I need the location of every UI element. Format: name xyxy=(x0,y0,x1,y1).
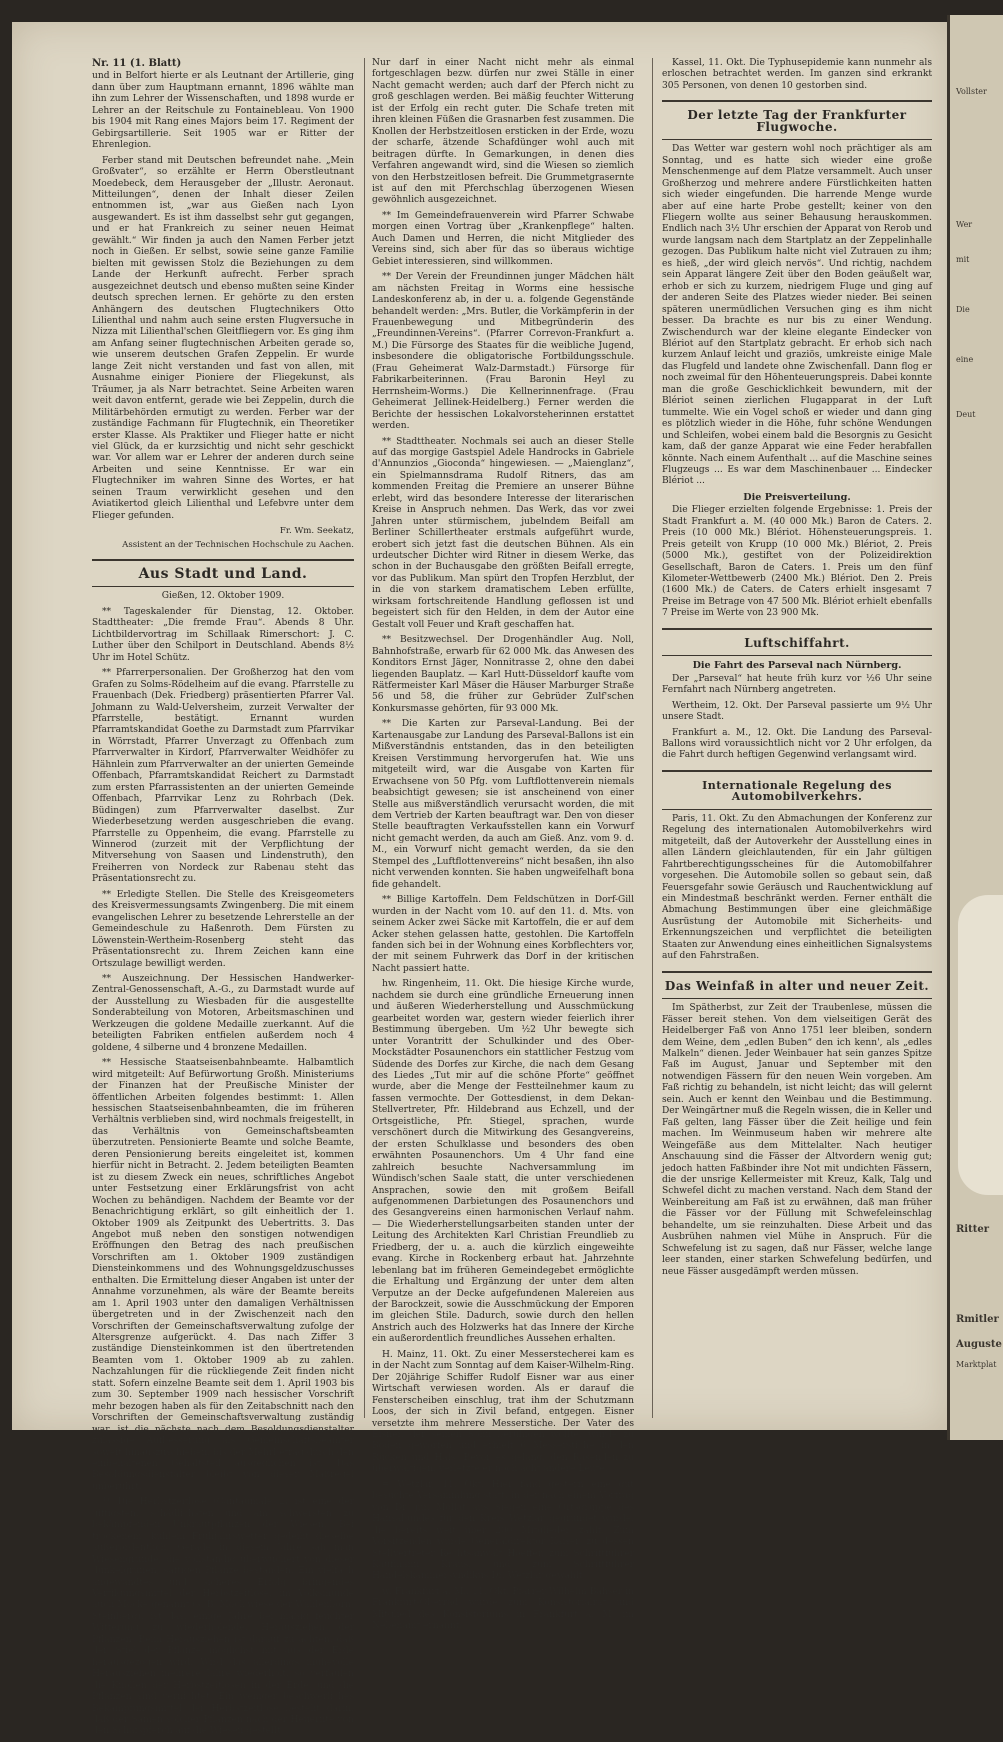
article-title: Internationale Regelung des Automobilverkehrs. xyxy=(702,778,892,804)
article-paragraph: Wertheim, 12. Okt. Der Parseval passierte um 9½ Uhr unsere Stadt. xyxy=(662,700,932,723)
news-item: ** Auszeichnung. Der Hessischen Handwerker-Zentral-Genossenschaft, A.-G., zu Darmstadt wurde auf der Ausstellung zu Wiesbaden für die ausgestellte Sonderabteilung von Motoren, Arbeitsmaschinen und Werkzeugen die goldene Medaille zuerkannt. Auf die beteiligten Fabriken entfielen außerdem noch 4 goldene, 4 silberne und 4 bronzene Medaillen. xyxy=(92,973,354,1053)
article-paragraph: Paris, 11. Okt. Zu den Abmachungen der Konferenz zur Regelung des internationalen Automobilverkehrs wird mitgeteilt, daß der Autoverkehr der Ausstellung eines in allen Ländern gleichlautenden, für ein Jahr gültigen Fahrtberechtigungsscheines für die Automobilfahrer vorgesehen. Die Automobile sollen so gebaut sein, daß Feuersgefahr sowie Geräusch und Rauchentwicklung auf ein Mindestmaß beschränkt werden. Ferner enthält die Abmachung Bestimmungen über eine gleichmäßige Ausrüstung der Automobile mit Sicherheits- und Erkennungszeichen und verpflichtet die beteiligten Staaten zur Anwendung eines einheitlichen Signalsystems auf den Fahrstraßen. xyxy=(662,813,932,962)
news-item: ** Hessische Staatseisenbahnbeamte. Halbamtlich wird mitgeteilt: Auf Befürwortung Großh. Ministeriums der Finanzen hat der Preußische Minister der öffentlichen Arbeiten folgendes bestimmt: 1. Allen hessischen Staatseisenbahnbeamten, die im früheren Verhältnis verblieben sind, wird nochmals freigestellt, in das Verhältnis von Gemeinschaftsbeamten überzutreten. Pensionierte Beamte und solche Beamte, deren Pensionierung bereits eingeleitet ist, kommen hierfür nicht in Betracht. 2. Jedem beteiligten Beamten ist zu diesem Zweck ein neues, schriftliches Angebot unter Festsetzung einer Erklärungsfrist von acht Wochen zu behändigen. Nachdem der Beamte vor der Benachrichtigung erklärt, so gilt einheitlich der 1. Oktober 1909 als Zeitpunkt des Uebertritts. 3. Das Angebot muß neben den sonstigen notwendigen Eröffnungen den Betrag des nach preußischen Vorschriften am 1. Oktober 1909 zuständigen Diensteinkommens und des Wohnungsgeldzuschusses enthalten. Die Ermittelung dieser Angaben ist unter der Annahme vorzunehmen, als wäre der Beamte bereits am 1. April 1903 unter den damaligen Verhältnissen übergetreten und in der Zwischenzeit nach den Vorschriften der Gemeinschaftsverwaltung zufolge der Altersgrenze aufgerückt. 4. Das nach Ziffer 3 zuständige Diensteinkommen ist den übertretenden Beamten vom 1. Oktober 1909 ab zu zahlen. Nachzahlungen für die rückliegende Zeit finden nicht statt. Sofern einzelne Beamte seit dem 1. April 1903 bis zum 30. September 1909 nach hessischer Vorschrift mehr bezogen haben als für den Zeitabschnitt nach den Vorschriften der Gemeinschaftsverwaltung zuständig war, ist die nächste nach dem Besoldungsdienstalter zulässige Aufbesserung als Gemeinschaftsbeamter soweit hinauszuschieben, bis der Mehrbetrag durch den einbehaltenen Gehaltsteil ausgeglichen ist. Das Besoldungsdienstalter bleibt von dieser Maßregel unberührt. xyxy=(92,1058,354,1492)
news-item: ** Die Herbstzeitlose (Cantaumale 2) ist eine der giftigsten, schädlichsten und am schwersten zu bekämpfenden Unkrautpflanzen der Wiesen. Bei trockenem, kühlem Frühjahrswetter gedeiht dieselbe außerordentlich. Gerade in diesem Jahre sah man Wiesengründe, die vollständig überwuchert von dieser dunkelgrünen, saftigen Pflanze bestanden. Ein vielfach angewandtes und sicheres Erfolg bringendes Vertilgungsmittel der Herbstzeitlose, im Volksmunde auch Mocke genannt (s. B. Mock'wiese der Wahlenborn-Steinberg), ist das, einige Jahre bei mäßig feuchter Witterung zu wiederholende, Herausziehen der Pflanzen. Beim Herausziehen ist darauf zu achten, daß der Stiel der Pflanze möglichst mit aus der Erde herausgezogen wird. Wird das allerdings mühevolle Herausziehen mehrere Jahre wiederholt, so verfaulen die Knollen der Herbstzeitlosen in der Erde, und die Pflanzen sind vernichtet. Ein weniger beschwerliches Bekämpfungsmittel der Herbstzeitlose besteht darin, daß der Samen solcher Pflanzen nach der Heuernte von den Schafspferch auf die Wiesen gestellt. xyxy=(92,1497,354,1737)
article-title: Der letzte Tag der Frankfurter Flugwoche. xyxy=(687,108,907,134)
news-item: ** Stadttheater. Nochmals sei auch an dieser Stelle auf das morgige Gastspiel Adele Handrocks in Gabriele d'Annunzios „Gioconda“ hingewiesen. — „Maienglanz“, ein Spielmannsdrama Rudolf Ritners, das am kommenden Freitag die Premiere an unserer Bühne erlebt, wird das besondere Interesse der literarischen Kreise in Anspruch nehmen. Das Werk, das vor zwei Jahren unter stürmischem, jubelndem Beifall am Berliner Schillertheater erstmals aufgeführt wurde, erobert sich jetzt fast die deutschen Bühnen. Als ein urdeutscher Dichter wird Ritner in diesem Werke, das schon in der Buchausgabe den größten Beifall erregte, vor das Publikum. Man spürt den Tropfen Herzblut, der in die von starkem dramatischem Leben erfüllte, wirksam fortschreitende Handlung geflossen ist und begeistert sich für den Helden, in dem der Autor eine Gestalt voll Feuer und Kraft geschaffen hat. xyxy=(372,436,634,630)
edge-text: mit xyxy=(956,255,970,264)
edge-text: Deut xyxy=(956,410,976,419)
issue-number: Nr. 11 (1. Blatt) xyxy=(92,58,182,69)
article-header xyxy=(662,100,932,140)
adjacent-page-edge xyxy=(947,15,1003,1440)
article-header xyxy=(662,971,932,999)
edge-text: Wer xyxy=(956,220,973,229)
news-item: hw. Ringenheim, 11. Okt. Die hiesige Kirche wurde, nachdem sie durch eine gründliche Erneuerung innen und äußeren Wiederherstellung und Ausschmückung gearbeitet worden war, gestern wieder feierlich ihrer Bestimmung übergeben. Um ½2 Uhr bewegte sich unter Vorantritt der Schulkinder und des Ober-Mockstädter Posaunenchors ein stattlicher Festzug vom Südende des Dorfes zur Kirche, die nach dem Gesang des Liedes „Tut mir auf die schöne Pforte“ geöffnet wurde, aber die Menge der Festteilnehmer kaum zu fassen vermochte. Der Gottesdienst, in dem Dekan-Stellvertreter, Pfr. Hildebrand aus Echzell, und der Ortsgeistliche, Pfr. Stiegel, sprachen, wurde verschönert durch die Mitwirkung des Gesangvereins, der ersten Schulklasse und besonders des oben erwähnten Posaunenchors. Um 4 Uhr fand eine zahlreich besuchte Nachversammlung im Wündisch'schen Saale statt, die unter verschiedenen Ansprachen, sowie den mit großem Beifall aufgenommenen Darbietungen des Posaunenchors und des Gesangvereins einen harmonischen Verlauf nahm. — Die Wiederherstellungsarbeiten standen unter der Leitung des Architekten Karl Christian Freundlieb zu Friedberg, der u. a. auch die kürzlich eingeweihte evang. Kirche in Rockenberg erbaut hat. Jahrzehnte lebenlang bat im früheren Gemeindegebet ermöglichte die Erhaltung und Ergänzung der unter dem alten Verputze an der Decke aufgefundenen Malereien aus der Barockzeit, sowie die Ausschmückung der Emporen im gleichen Stile. Dadurch, sowie durch den hellen Anstrich auch des Holzwerks hat das Innere der Kirche ein außerordentlich freundliches Aussehen erhalten. xyxy=(372,979,634,1345)
news-item: ** Tageskalender für Dienstag, 12. Oktober. Stadttheater: „Die fremde Frau“. Abends 8 Uhr. Lichtbildervortrag im Schillaak Rimerschort: J. C. Luther über den Schilport in Deutschland. Abends 8½ Uhr im Hotel Schütz. xyxy=(92,606,354,663)
article-paragraph: Der „Parseval“ hat heute früh kurz vor ½6 Uhr seine Fernfahrt nach Nürnberg angetreten. xyxy=(662,673,932,696)
column-rule xyxy=(364,58,365,1418)
news-item: ** Erledigte Stellen. Die Stelle des Kreisgeometers des Kreisvermessungsamts Zwingenberg. Die mit einem evangelischen Lehrer zu besetzende Lehrerstelle an der Gemeindeschule zu Haßenroth. Dem Fürsten zu Löwenstein-Wertheim-Rosenberg steht das Präsentationsrecht zu. Ihrem Zeichen kann eine Ortszulage bewilligt werden. xyxy=(92,889,354,969)
edge-text: Auguste xyxy=(956,1339,1002,1350)
section-header xyxy=(92,559,354,587)
article-intro: und in Belfort hierte er als Leutnant der Artillerie, ging dann über zum Hauptmann ernannt, 1896 wählte man ihn zum Lehrer der Wissenschaften, und 1898 wurde er Lehrer an der Reitschule zu Fontainebleau. Von 1900 bis 1904 mit Rang eines Majors beim 17. Regiment der Gebirgsartillerie. Seit 1905 war er Ritter der Ehrenlegion. xyxy=(92,71,354,151)
author-affiliation: Assistent an der Technischen Hochschule zu Aachen. xyxy=(122,539,354,550)
article-header xyxy=(662,770,932,810)
article-title: Das Weinfaß in alter und neuer Zeit. xyxy=(664,978,930,993)
news-item: H. Mainz, 11. Okt. Zu einer Messerstecherei kam es in der Nacht zum Sonntag auf dem Kaiser-Wilhelm-Ring. Der 20jährige Schiffer Rudolf Eisner war aus einer Wirtschaft verwiesen worden. Als er darauf die Fensterscheiben einschlug, trat ihm der Schutzmann Loos, der sich in Zivil befand, entgegen. Eisner versetzte ihm mehrere Messerstiche. Der Vater des Eisner, der seinen Sohn beruhigen wollte, wurde zu Boden geworfen und erhielt 6 Messerstiche in den Rücken und Hals. Bevor es gelang, den Rasenden zu überwältigen, verletzte er noch acht andere Leute. xyxy=(372,1349,634,1475)
subheading: Die Fahrt des Parseval nach Nürnberg. xyxy=(692,660,902,672)
edge-text: Ritter xyxy=(956,1224,989,1235)
news-item: ** Die Karten zur Parseval-Landung. Bei der Kartenausgabe zur Landung des Parseval-Ballons ist ein Mißverständnis entstanden, das in den beteiligten Kreisen Verstimmung hervorgerufen hat. Wie uns mitgeteilt wird, war die Ausgabe von Karten für Erwachsene von 50 Pfg. vom Luftflottenverein niemals beabsichtigt gewesen; sie ist anscheinend von einer Stelle aus mißverständlich verursacht worden, die mit dem Vertrieb der Karten beauftragt war. Den von dieser Stelle beauftragten Verkaufsstellen kann ein Vorwurf nicht gemacht werden, da auch am Gieß. Anz. vom 9. d. M., ein Vorwurf nicht gemacht werden, da sie den Stempel des „Luftflottenvereins“ nicht besaßen, ihn also nicht verwenden konnten. Sie haben ungweifelhaft bona fide gehandelt. xyxy=(372,719,634,890)
news-item: Kassel, 11. Okt. Die Typhusepidemie kann nunmehr als erloschen betrachtet werden. Im ganzen sind erkrankt 305 Personen, von denen 10 gestorben sind. xyxy=(662,58,932,91)
edge-text: Die xyxy=(956,305,970,314)
column-3 xyxy=(662,58,932,1282)
dateline: Gießen, 12. Oktober 1909. xyxy=(161,591,285,602)
advertisement-image xyxy=(958,895,1003,1195)
edge-text: Marktplat xyxy=(956,1360,997,1369)
column-1 xyxy=(92,58,354,1742)
column-rule xyxy=(652,58,653,1418)
author-signature: Fr. Wm. Seekatz, xyxy=(279,526,354,537)
subheading: Die Preisverteilung. xyxy=(743,491,851,503)
news-item: ** Im Gemeindefrauenverein wird Pfarrer Schwabe morgen einen Vortrag über „Krankenpflege“ halten. Auch Damen und Herren, die nicht Mitglieder des Vereins sind, sich aber für das so überaus wichtige Gebiet interessieren, sind willkommen. xyxy=(372,210,634,267)
edge-text: eine xyxy=(956,355,974,364)
news-item: ** Pfarrerpersonalien. Der Großherzog hat den vom Grafen zu Solms-Rödelheim auf die evang. Pfarrstelle zu Frauenbach (Dek. Friedberg) präsentierten Pfarrer Val. Johmann zu Wald-Uelversheim, zurzeit Verwalter der Pfarrstelle, bestätigt. Ernannt wurden Pfarramtskandidat Goethe zu Darmstadt zum Pfarrvikar in Wörrstadt, Pfarrer Unverzagt zu Offenbach zum Pfarrverwalter in Kirdorf, Pfarrverwalter Weidhöfer zu Hähnlein zum Pfarrverwalter an der unierten Gemeinde Offenbach, Pfarramtskandidat Reichert zu Darmstadt zum ersten Pfarrassistenten an der unierten Gemeinde Offenbach, Pfarrvikar Lenz zu Rohrbach (Dek. Büdingen) zum Pfarrverwalter daselbst. Zur Wiederbesetzung werden ausgeschrieben die evang. Pfarrstelle zu Oppenheim, die evang. Pfarrstelle zu Winnerod (zurzeit mit der Verpflichtung der Mitversehung von Saasen und Lindenstruth), den Freiherren von Nordeck zur Rabenau steht das Präsentationsrecht zu. xyxy=(92,668,354,885)
news-item: ** Billige Kartoffeln. Dem Feldschützen in Dorf-Gill wurden in der Nacht vom 10. auf den 11. d. Mts. von seinem Acker zwei Säcke mit Kartoffeln, die er auf dem Acker stehen gelassen hatte, gestohlen. Die Kartoffeln fanden sich bei in der Wohnung eines Korbflechters vor, der mit seinem Fuhrwerk das Dorf in der kritischen Nacht passiert hatte. xyxy=(372,895,634,974)
article-paragraph: Ferber stand mit Deutschen befreundet nahe. „Mein Großvater“, so erzählte er Herrn Oberstleutnant Moedebeck, dem Herausgeber der „Illustr. Aeronaut. Mitteilungen“, denen der Inhalt dieser Zeilen entnommen ist, „war aus Gießen nach Lyon ausgewandert. Es ist ihm dasselbst sehr gut gegangen, und er hat Frankreich zu seiner neuen Heimat gewählt.“ Wir finden ja auch den Namen Ferber jetzt noch in Gießen. Er selbst, sowie seine ganze Familie bielten mit gewissen Stolz die Beziehungen zu dem Lande der Herkunft aufrecht. Ferber sprach ausgezeichnet deutsch und ebenso mußten seine Kinder deutsch sprechen lernen. Er gehörte zu den ersten Anhängern des deutschen Flugtechnikers Otto Lilienthal und nahm auch seine ersten Flugversuche in Nizza mit Lilienthal'schen Gleitfliegern vor. Es ging ihm am Anfang seiner flugtechnischen Arbeiten gerade so, wie unserem deutschen Grafen Zeppelin. Er wurde lange Zeit nicht verstanden und fast von allen, mit Ausnahme einiger Pioniere der Fliegekunst, als Träumer, ja als Narr betrachtet. Seine Arbeiten waren weit davon entfernt, gerade wie bei Zeppelin, durch die Militärbehörden ermutigt zu werden. Ferber war der zuständige Fachmann für Flugtechnik, ein Theoretiker erster Klasse. Als Praktiker und Flieger hatte er nicht viel Glück, da er kurzsichtig und nicht sehr geschickt war. Vor allem war er Lehrer der anderen durch seine Arbeiten und seine Kenntnisse. Er war ein Flugtechniker im wahren Sinne des Wortes, er hat seinen Traum verwirklicht gesehen und den Aviatikertod gleich Lilienthal und Lefebvre unter dem Flieger gefunden. xyxy=(92,155,354,521)
news-item: Nur darf in einer Nacht nicht mehr als einmal fortgeschlagen bezw. dürfen nur zwei Ställe in einer Nacht gemacht werden; auch darf der Pferch nicht zu groß geschlagen werden. Bei mäßig feuchter Witterung ist der Erfolg ein recht guter. Die Schafe treten mit ihren kleinen Füßen die Grasnarben fest zusammen. Die Knollen der Herbstzeitlosen ersticken in der Erde, wozu der scharfe, ätzende Schafdünger wohl auch mit beitragen dürfte. In Gemarkungen, in denen dies Verfahren angewandt wird, sind die Wiesen so ziemlich von den Herbstzeitlosen befreit. Die Grummetgrasernte ist auf den mit Pferchschlag überzogenen Wiesen gewöhnlich ausgezeichnet. xyxy=(372,58,634,206)
section-title: Aus Stadt und Land. xyxy=(138,566,308,583)
news-item: = Wetzlar, 11. Okt. Hier fand gestern eine gut besuchte Versammlung statt, in der nach einem Vortrag von Dr. jur. Mollat aus Siegen eine Ortsgruppe des Hansabundes für den Kreis Wetzlar gegründet wurde, die bereits weit über 200 Mitglieder zählt. Zum Vorsitzenden wurde Generaldirektor Kaiser, zu dessen Stellvertreter Rechtsanwalt Hoeffer, zum Schriftführer Kaufmann Kraus, und zum Schriftführer Handelskammersyndikus Dr. Wetzlar gewählt. xyxy=(372,1479,634,1582)
article-title: Luftschiffahrt. xyxy=(744,635,850,650)
article-paragraph: Die Flieger erzielten folgende Ergebnisse: 1. Preis der Stadt Frankfurt a. M. (40 000 Mk.) Baron de Caters. 2. Preis (10 000 Mk.) Blériot. Höhensteuerungspreis. 1. Preis geteilt von Krupp (10 000 Mk.) Blériot, 2. Preis (5000 Mk.), gestiftet von der Polizeidirektion Gesellschaft, Baron de Caters. 1. Preis um den fünf Kilometer-Wettbewerb (2400 Mk.) Blériot. Den 2. Preis (1600 Mk.) de Caters. de Caters erhielt insgesamt 7 Preise im Betrage von 47 500 Mk. Blériot erhielt ebenfalls 7 Preise im Werte von 23 900 Mk. xyxy=(662,505,932,619)
news-item: ** Besitzwechsel. Der Drogenhändler Aug. Noll, Bahnhofstraße, erwarb für 62 000 Mk. das Anwesen des Konditors Ernst Jäger, Nonnitrasse 2, ohne den dabei liegenden Bauplatz. — Karl Hutt-Düsseldorf kaufte vom Rätfermeister Karl Mäser die Häuser Marburger Straße 56 und 58, die früher zur Gebrüder Zulf'schen Konkursmasse gehörten, für 93 000 Mk. xyxy=(372,635,634,714)
article-paragraph: Im Spätherbst, zur Zeit der Traubenlese, müssen die Fässer bereit stehen. Von dem vielseitigen Gerät des Heidelberger Faß von Anno 1751 leer bleiben, sondern dem Weine, dem „edlen Buben“ den ich kenn', als „edles Malkeln“ dienen. Jeder Weinbauer hat sein ganzes Spitze Faß im August, Januar und September mit den notwendigen Fässern für den neuen Wein vorgeben. Am Faß richtig zu behandeln, ist nicht leicht; das will gelernt sein. Auch er kennt den Weinbau und die Bestimmung. Der Weingärtner muß die Regeln wissen, die in Keller und Faß gelten, lang Fässer über die Zeit heilige und fein machen. Im Weinmuseum haben wir mehrere alte Weingefäße aus dem Mittelalter. Nach heutiger Anschauung sind die Fässer der Altvordern wenig gut; jedoch hatten Faßbinder ihre Not mit undichten Fässern, die der unsrige Kellermeister mit Kreuz, Kalk, Talg und Schwefel dicht zu machen verstand. Nach dem Stand der Weinbereitung am Faß ist zu erwähnen, daß man früher die Fässer vor der Füllung mit Schwefeleinschlag behandelte, um sie reinzuhalten. Diese Arbeit und das Ausbrühen nahmen viel Mühe in Anspruch. Für die Schwefelung ist zu sagen, daß nur Fässer, welche lange leer standen, einer starken Schwefelung bedürfen, und neue Fässer ausgedämpft werden müssen. xyxy=(662,1003,932,1277)
news-item: w. Frankfurt a. M., 11. Okt. Pfarrer Wilhelm Bahser in Frankfurt-Oberrad wurde zum Konsistorialrat und Mitglied des Konsistoriums in Frankfurt a. M. im Nebenamt ernannt. xyxy=(372,1586,634,1632)
news-item: ** Der Verein der Freundinnen junger Mädchen hält am nächsten Freitag in Worms eine hessische Landeskonferenz ab, in der u. a. folgende Gegenstände behandelt werden: „Mrs. Butler, die Vorkämpferin in der Frauenbewegung und Mitbegründerin des „Freundinnen-Vereins“. (Pfarrer Correvon-Frankfurt a. M.) Die Fürsorge des Staates für die weibliche Jugend, insbesondere die obligatorische Fortbildungsschule. (Frau Geheimerat Walz-Darmstadt.) Fürsorge für Fabrikarbeiterinnen. (Frau Baronin Heyl zu Herrnsheim-Worms.) Die Kellnerinnenfrage. (Frau Geheimerat Jellinek-Heidelberg.) Ferner werden die Berichte der hessischen Lokalvorsteherinnen erstattet werden. xyxy=(372,272,634,432)
column-2 xyxy=(372,58,634,1637)
edge-text: Vollster xyxy=(956,87,987,96)
newspaper-page xyxy=(12,22,947,1737)
article-paragraph: Das Wetter war gestern wohl noch prächtiger als am Sonntag, und es hatte sich wieder eine große Menschenmenge auf dem Platze versammelt. Auch unser Großherzog und mehrere andere Fürstlichkeiten hatten sich wieder eingefunden. Die harrende Menge wurde aber auf eine harte Probe gestellt; keiner von den Fliegern wollte aus seiner Behausung herauskommen. Endlich nach 3½ Uhr erschien der Apparat von Rerob und wurde langsam nach dem Startplatz an der Zeppelinhalle gezogen. Das Publikum halte nicht viel Zutrauen zu ihm; es hieß, „der wird gleich nervös“. Und richtig, nachdem sein Apparat längere Zeit über den Boden geäußelt war, erhob er sich zu kurzem, niedrigem Fluge und ging auf der anderen Seite des Platzes wieder nieder. Bei seinen späteren unermüdlichen Versuchen ging es ihm nicht besser. Da brachte es nur bis zu einer Wendung. Zwischendurch war der kleine elegante Eindecker von Blériot auf den Startplatz gebracht. Er erhob sich nach kurzem Anlauf leicht und graziös, umkreiste einige Male das Flugfeld und landete ohne Zwischenfall. Dann flog er noch zweimal für den Höhenteuerungspreis. Dabei konnte man die große Geschicklichkeit bewundern, mit der Blériot seinen zierlichen Flugapparat in der Luft tummelte. Wie ein Vogel schoß er wieder und dann ging es plötzlich wieder in die Höhe, fuhr schöne Wendungen und Schleifen, wobei einem bald die Besorgnis zu Gesicht kam, daß der ganze Apparat wie eine Feder herabfallen könnte. Nach einem Aufenthalt ... auf die Maschine seines Flugzeugs ... Es war dem Maschinenbauer ... Eindecker Blériot ... xyxy=(662,144,932,487)
article-paragraph: Frankfurt a. M., 12. Okt. Die Landung des Parseval-Ballons wird voraussichtlich nicht vor 2 Uhr erfolgen, da die Fahrt durch heftigen Gegenwind verlangsamt wird. xyxy=(662,727,932,761)
article-header xyxy=(662,628,932,656)
edge-text: Rmitler xyxy=(956,1314,999,1325)
